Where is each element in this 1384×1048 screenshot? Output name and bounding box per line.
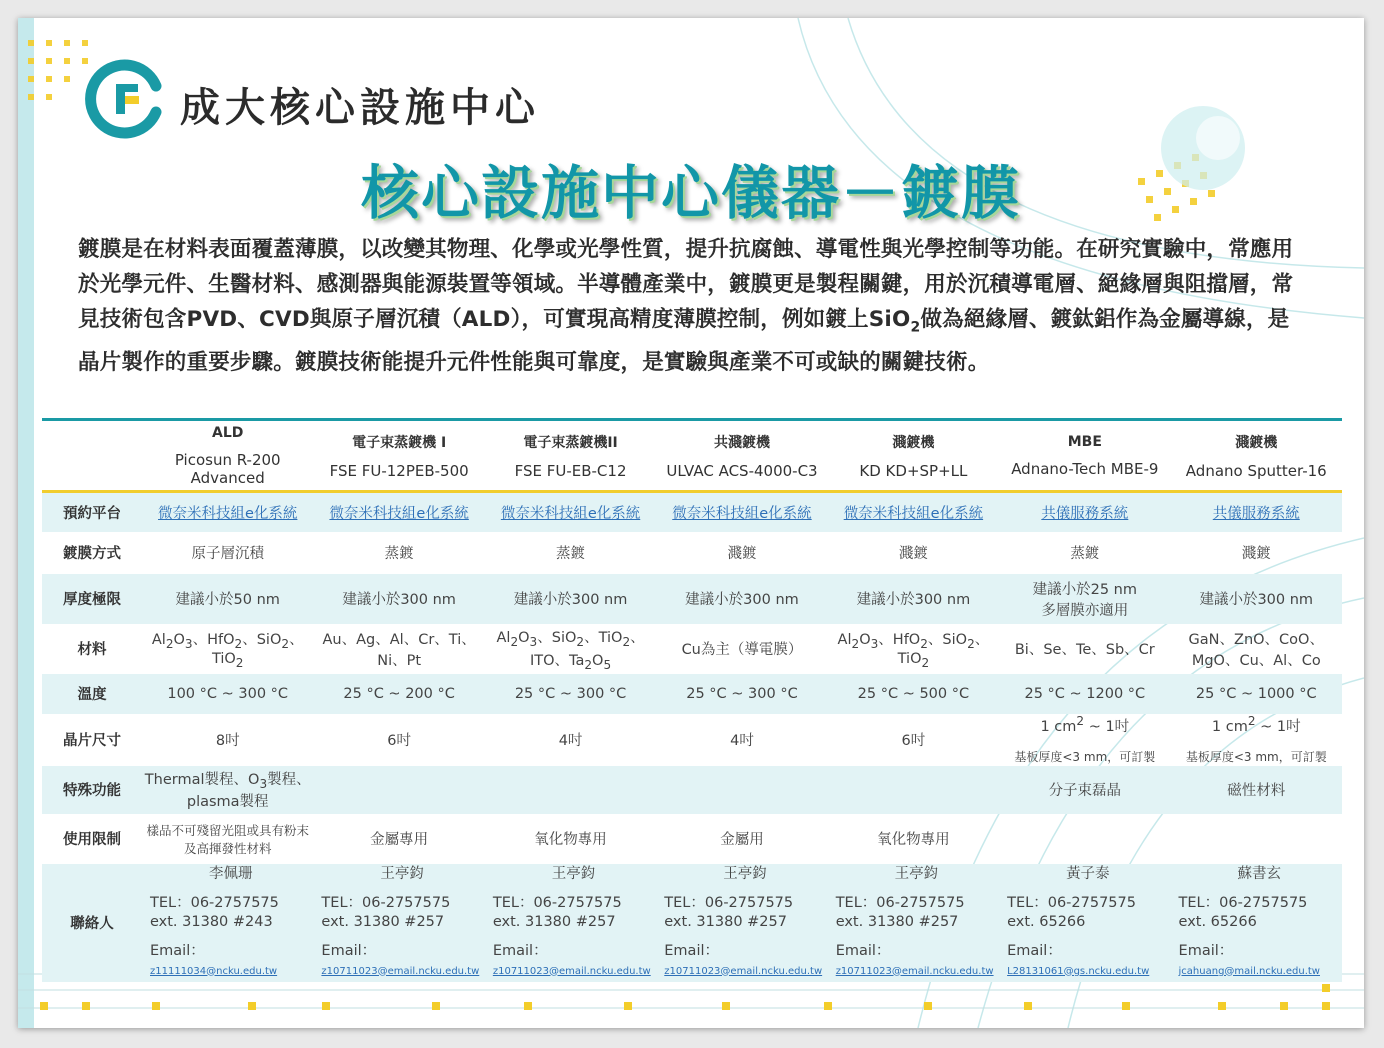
table-cell: Cu為主（導電膜） — [681, 642, 803, 658]
table-cell: 4吋 — [558, 733, 583, 749]
col-header-sputter-16: 濺鍍機 Adnano Sputter-16 — [1185, 434, 1327, 480]
table-cell: 建議小於300 nm — [856, 592, 971, 608]
row-usage-limit — [42, 814, 1342, 864]
table-cell: 建議小於300 nm — [342, 592, 456, 608]
row-label: 溫度 — [77, 687, 107, 703]
table-cell: 4吋 — [730, 733, 754, 749]
contact-cell: 王亭鈞 TEL：06-2757575 ext. 31380 #257 Email： z10711023@email.ncku.edu.tw — [835, 865, 994, 977]
table-cell: 100 °C ~ 300 °C — [167, 685, 289, 702]
table-cell: 8吋 — [215, 733, 240, 749]
table-cell: 氧化物專用 — [877, 832, 950, 848]
email-link[interactable]: z10711023@email.ncku.edu.tw — [492, 965, 651, 977]
table-cell: 建議小於25 nm 多層膜亦適用 — [1032, 581, 1137, 619]
col-header-ebeam-1: 電子束蒸鍍機 I FSE FU-12PEB-500 — [329, 434, 469, 480]
table-cell: Bi、Se、Te、Sb、Cr — [1014, 642, 1155, 658]
table-cell: 25 °C ~ 300 °C — [686, 685, 798, 702]
table-cell: 25 °C ~ 1200 °C — [1024, 685, 1146, 702]
row-contact — [42, 864, 1342, 982]
table-cell: 25 °C ~ 200 °C — [343, 685, 455, 702]
contact-cell: 王亭鈞 TEL：06-2757575 ext. 31380 #257 Email： z10711023@email.ncku.edu.tw — [664, 865, 823, 977]
table-cell: 1 $cm^2$ ~ 1吋 基板厚度<3 mm，可訂製 — [1185, 714, 1327, 764]
col-header-co-sputter: 共濺鍍機 ULVAC ACS-4000-C3 — [666, 434, 818, 480]
table-cell: 樣品不可殘留光阻或具有粉末及高揮發性材料 — [146, 822, 309, 856]
table-cell: Thermal製程、$O_3$製程、plasma製程 — [144, 771, 311, 811]
col-header-sputter-kd: 濺鍍機 KD KD+SP+LL — [859, 434, 968, 480]
col-header-ald: ALD Picosun R-200 Advanced — [174, 424, 281, 487]
core-facility-logo — [84, 58, 166, 140]
table-cell — [999, 814, 1170, 864]
row-label: 聯絡人 — [70, 916, 114, 932]
table-cell: 25 °C ~ 500 °C — [857, 685, 970, 702]
table-cell: GaN、ZnO、CoO、MgO、Cu、Al、Co — [1188, 631, 1324, 669]
contact-cell: 王亭鈞 TEL：06-2757575 ext. 31380 #257 Email： z10711023@email.ncku.edu.tw — [492, 865, 651, 977]
booking-link[interactable]: 微奈米科技組e化系統 — [843, 505, 984, 522]
row-label: 特殊功能 — [63, 783, 121, 799]
booking-link[interactable]: 微奈米科技組e化系統 — [158, 505, 298, 522]
row-wafer-size — [42, 714, 1342, 766]
contact-cell: 李佩珊 TEL：06-2757575 ext. 31380 #243 Email： z11111034@ncku.edu.tw — [150, 865, 279, 977]
table-cell: 蒸鍍 — [1070, 546, 1100, 562]
table-cell: 濺鍍 — [1241, 546, 1271, 562]
email-link[interactable]: z10711023@email.ncku.edu.tw — [835, 965, 994, 977]
table-cell: 建議小於300 nm — [1199, 592, 1314, 608]
booking-link[interactable]: 微奈米科技組e化系統 — [672, 505, 812, 522]
table-cell: 建議小於300 nm — [513, 592, 628, 608]
row-label: 預約平台 — [63, 505, 121, 522]
booking-link[interactable]: 共儀服務系統 — [1212, 505, 1300, 522]
row-thickness — [42, 574, 1342, 624]
contact-cell: 蘇書玄 TEL：06-2757575 ext. 65266 Email： jcahuang@mail.ncku.edu.tw — [1178, 865, 1320, 977]
email-link[interactable]: z10711023@email.ncku.edu.tw — [321, 965, 480, 977]
email-link[interactable]: jcahuang@mail.ncku.edu.tw — [1178, 965, 1320, 977]
email-link[interactable]: L28131061@gs.ncku.edu.tw — [1007, 965, 1150, 977]
row-label: 鍍膜方式 — [63, 546, 121, 562]
col-header-ebeam-2: 電子束蒸鍍機II FSE FU-EB-C12 — [514, 434, 627, 480]
table-cell: 6吋 — [387, 733, 411, 749]
table-cell: 濺鍍 — [898, 546, 928, 562]
table-cell: 6吋 — [901, 733, 926, 749]
table-cell: 建議小於300 nm — [685, 592, 799, 608]
table-cell: 金屬用 — [720, 832, 764, 848]
row-material — [42, 624, 1342, 674]
table-cell: 蒸鍍 — [384, 546, 414, 562]
row-label: 使用限制 — [63, 832, 121, 848]
row-label: 厚度極限 — [63, 592, 121, 608]
table-cell: $Al_2O_3$、HfO$_2$、SiO$_2$、 TiO$_2$ — [151, 631, 304, 670]
table-cell: 濺鍍 — [727, 546, 757, 562]
row-label: 材料 — [77, 642, 107, 658]
booking-link[interactable]: 微奈米科技組e化系統 — [500, 505, 641, 522]
table-cell: 25 °C ~ 1000 °C — [1195, 685, 1317, 702]
table-cell: $Al_2O_3$、SiO$_2$、TiO$_2$、 ITO、$Ta_2O_5$ — [496, 629, 645, 672]
table-cell: 磁性材料 — [1227, 783, 1286, 799]
row-label: 晶片尺寸 — [63, 733, 121, 749]
intro-paragraph: 鍍膜是在材料表面覆蓋薄膜，以改變其物理、化學或光學性質，提升抗腐蝕、導電性與光學控制等功能。在研究實驗中，常應用於光學元件、生醫材料、感測器與能源裝置等領域。半導體產業中，鍍膜更是製程關鍵，用於沉積導電層、絕緣層與阻擋層，常見技術包含PVD、CVD與原子層沉積（ALD），可實現高精度薄膜控制，例如鍍上SiO$_2$做為絕緣層、鍍鈦鋁作為金屬導線，是晶片製作的重要步驟。鍍膜技術能提升元件性能與可靠度，是實驗與產業不可或缺的關鍵技術。 — [78, 237, 1294, 376]
organization-name: 成大核心設施中心 — [180, 85, 540, 131]
table-header-row — [42, 420, 1342, 492]
table-cell: 1 $cm^2$ ~ 1吋 基板厚度<3 mm，可訂製 — [1014, 714, 1156, 764]
booking-link[interactable]: 共儀服務系統 — [1041, 505, 1129, 522]
contact-cell: 王亭鈞 TEL：06-2757575 ext. 31380 #257 Email： z10711023@email.ncku.edu.tw — [321, 865, 480, 977]
table-cell: 25 °C ~ 300 °C — [514, 685, 627, 702]
row-temperature — [42, 674, 1342, 714]
row-booking — [42, 492, 1342, 532]
table-cell: Au、Ag、Al、Cr、Ti、Ni、Pt — [322, 631, 476, 669]
contact-cell: 黃子泰 TEL：06-2757575 ext. 65266 Email： L28131061@gs.ncku.edu.tw — [1007, 865, 1150, 977]
table-cell: 蒸鍍 — [556, 546, 586, 562]
row-method — [42, 532, 1342, 574]
table-cell: 金屬專用 — [370, 832, 429, 848]
instrument-spec-table — [42, 418, 1342, 982]
table-cell: $Al_2O_3$、HfO$_2$、SiO$_2$、 TiO$_2$ — [837, 631, 990, 670]
table-cell: 氧化物專用 — [534, 832, 607, 848]
table-cell — [1171, 814, 1342, 864]
email-link[interactable]: z10711023@email.ncku.edu.tw — [664, 965, 823, 977]
booking-link[interactable]: 微奈米科技組e化系統 — [329, 505, 469, 522]
table-cell: 分子束磊晶 — [1048, 783, 1122, 799]
poster-card — [18, 18, 1364, 1028]
table-cell: 原子層沉積 — [191, 546, 264, 562]
email-link[interactable]: z11111034@ncku.edu.tw — [150, 965, 278, 977]
page-title: 核心設施中心儀器－鍍膜 — [360, 159, 1021, 227]
col-header-mbe: MBE Adnano-Tech MBE-9 — [1011, 433, 1159, 478]
table-cell: 建議小於50 nm — [175, 592, 280, 608]
row-special-function — [42, 766, 1342, 814]
